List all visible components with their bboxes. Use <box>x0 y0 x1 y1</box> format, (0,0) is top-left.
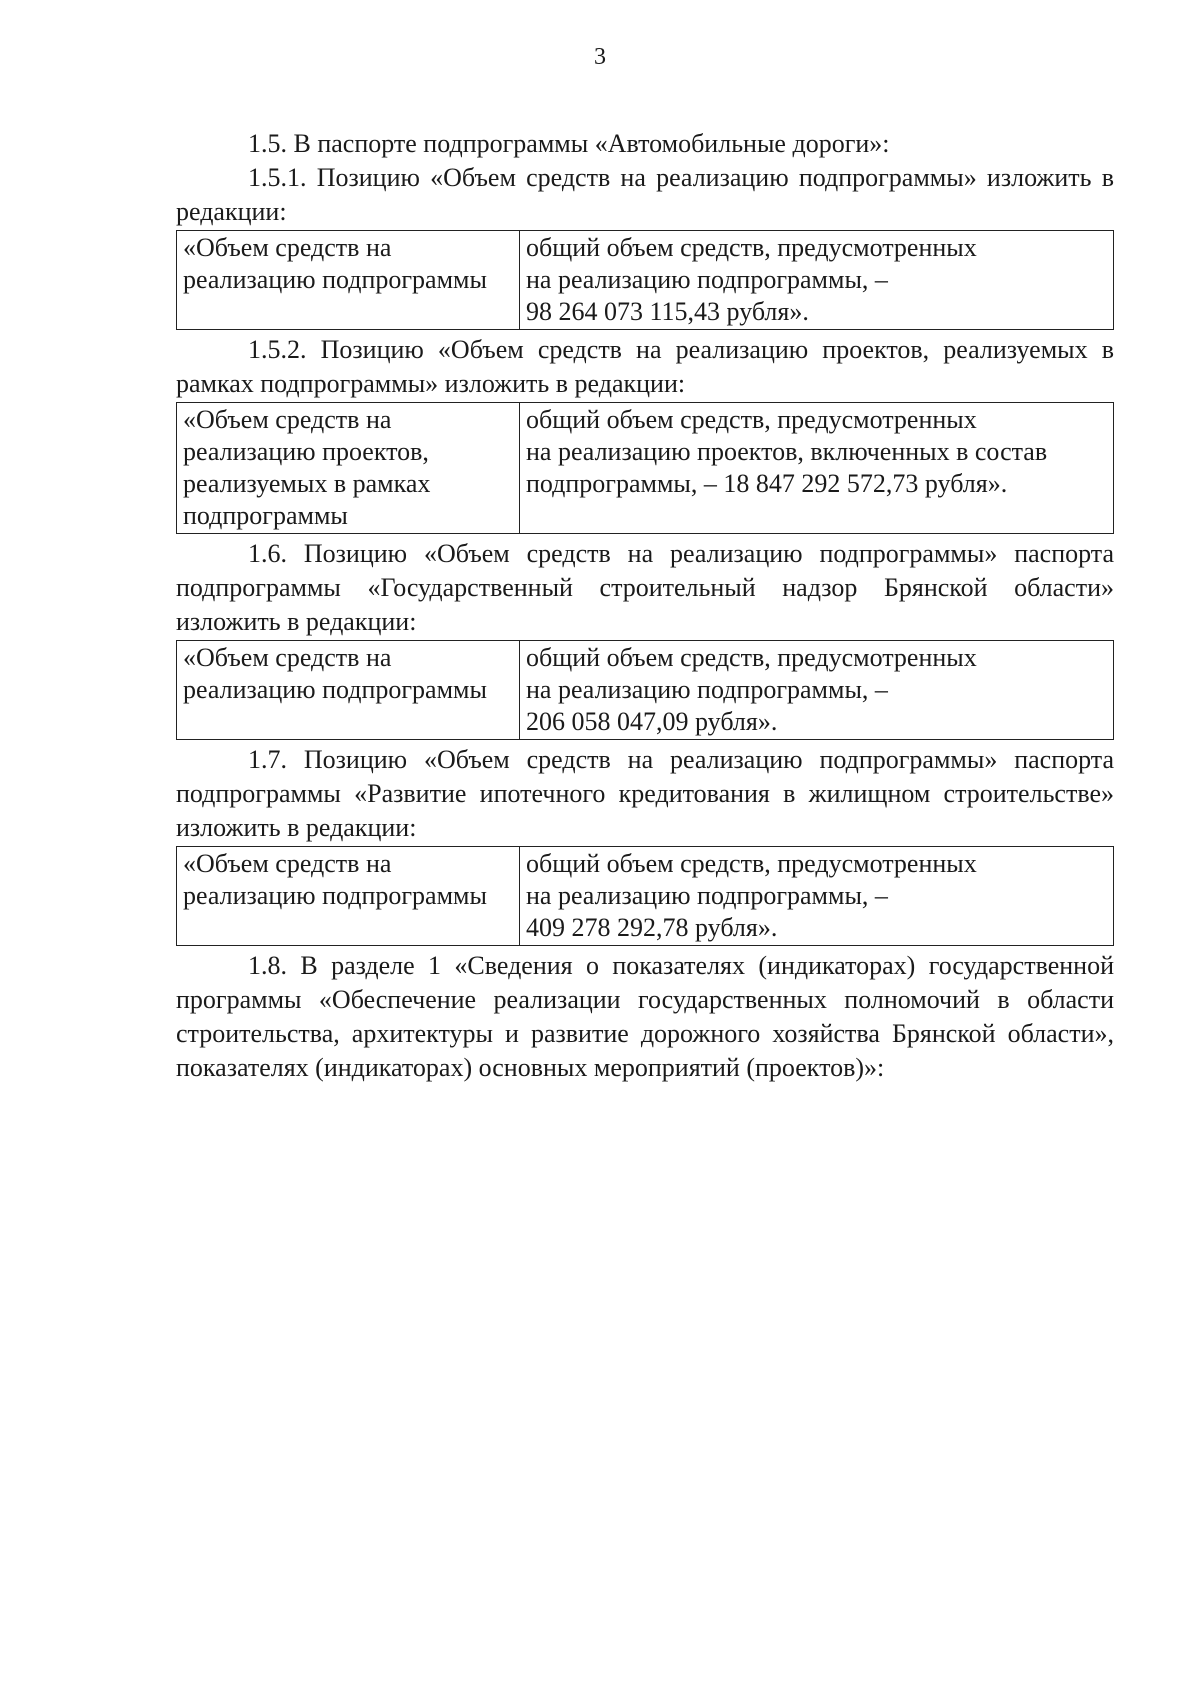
value-line: на реализацию проектов, включенных в состав <box>526 437 1048 466</box>
table-cell-value <box>520 231 1114 330</box>
page-number: 3 <box>594 44 606 70</box>
table-row <box>177 403 1114 534</box>
section-1-8-text: 1.8. В разделе 1 «Сведения о показателях (индикаторах) государственной программы «Обеспечение реализации государственных полномочий в области строительства, архитектуры и развитие дорожного хозяйства Брянской области», показателях (индикаторах) основных мероприятий (проектов)»: <box>176 951 1114 1082</box>
document-body <box>176 127 1114 1085</box>
table-cell-value <box>520 847 1114 946</box>
value-line: подпрограммы, – 18 847 292 572,73 рубля». <box>526 469 1008 498</box>
item-1-5-2-text: 1.5.2. Позицию «Объем средств на реализацию проектов, реализуемых в рамках подпрограммы» изложить в редакции: <box>176 335 1114 398</box>
value-line: общий объем средств, предусмотренных <box>526 849 977 878</box>
value-line: 98 264 073 115,43 рубля». <box>526 297 809 326</box>
value-line: на реализацию подпрограммы, – <box>526 265 888 294</box>
value-line: на реализацию подпрограммы, – <box>526 881 888 910</box>
section-1-5-heading: 1.5. В паспорте подпрограммы «Автомобильные дороги»: <box>248 129 890 158</box>
table-1-5-1 <box>176 230 1114 330</box>
table-row <box>177 847 1114 946</box>
table-cell-label: «Объем средств на реализацию подпрограммы <box>177 847 520 946</box>
value-line: 409 278 292,78 рубля». <box>526 913 778 942</box>
table-row <box>177 641 1114 740</box>
table-1-5-2 <box>176 402 1114 534</box>
table-row <box>177 231 1114 330</box>
value-line: общий объем средств, предусмотренных <box>526 233 977 262</box>
value-line: на реализацию подпрограммы, – <box>526 675 888 704</box>
table-cell-value <box>520 403 1114 534</box>
table-cell-label: «Объем средств на реализацию проектов, реализуемых в рамках подпрограммы <box>177 403 520 534</box>
value-line: общий объем средств, предусмотренных <box>526 643 977 672</box>
section-1-7-text: 1.7. Позицию «Объем средств на реализацию подпрограммы» паспорта подпрограммы «Развитие ипотечного кредитования в жилищном строительстве» изложить в редакции: <box>176 745 1114 842</box>
value-line: 206 058 047,09 рубля». <box>526 707 778 736</box>
item-1-5-1-text: 1.5.1. Позицию «Объем средств на реализацию подпрограммы» изложить в редакции: <box>176 163 1114 226</box>
table-1-6 <box>176 640 1114 740</box>
table-cell-value <box>520 641 1114 740</box>
table-1-7 <box>176 846 1114 946</box>
value-line: общий объем средств, предусмотренных <box>526 405 977 434</box>
section-1-6-text: 1.6. Позицию «Объем средств на реализацию подпрограммы» паспорта подпрограммы «Государственный строительный надзор Брянской области» изложить в редакции: <box>176 539 1114 636</box>
table-cell-label: «Объем средств на реализацию подпрограммы <box>177 231 520 330</box>
table-cell-label: «Объем средств на реализацию подпрограммы <box>177 641 520 740</box>
